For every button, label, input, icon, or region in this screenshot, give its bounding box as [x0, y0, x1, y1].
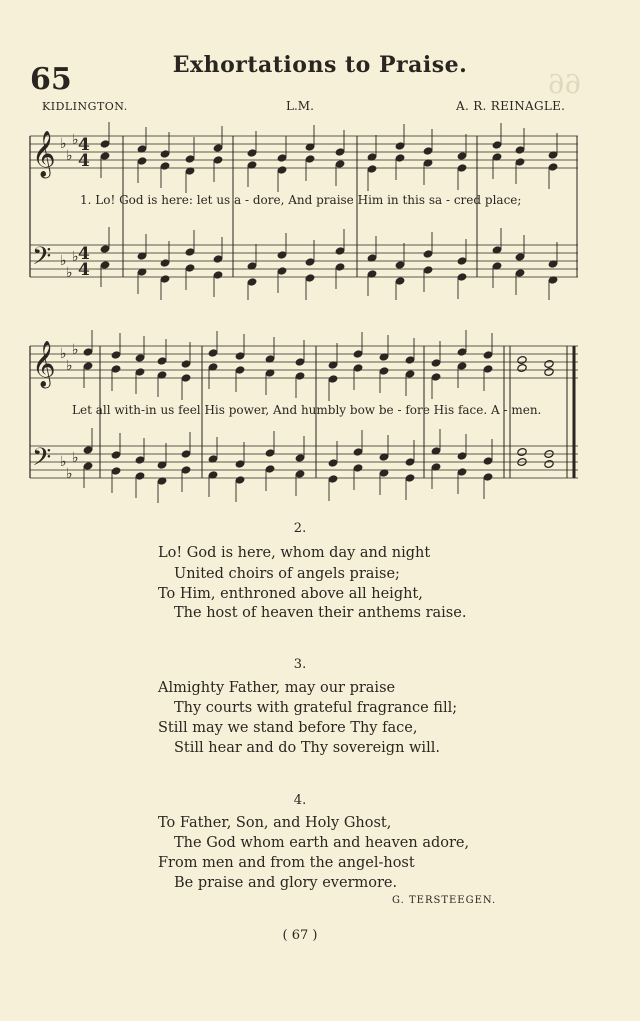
verse-line: To Father, Son, and Holy Ghost, [158, 815, 392, 831]
composer: A. R. REINAGLE. [456, 99, 566, 113]
bass-clef: 𝄢 [32, 242, 52, 277]
meter: L.M. [286, 99, 314, 113]
verse-line: To Him, enthroned above all height, [158, 586, 423, 602]
verse-line: Lo! God is here, whom day and night [158, 545, 431, 561]
flat-sign: ♭ [72, 249, 79, 265]
flat-sign: ♭ [72, 450, 79, 466]
music-system-1 [0, 0, 640, 300]
flat-sign: ♭ [72, 132, 79, 148]
half-note [517, 356, 527, 365]
flat-sign: ♭ [66, 466, 73, 482]
time-signature: 4 [78, 260, 90, 280]
verse-line: The host of heaven their anthems raise. [174, 605, 467, 621]
verse-line: Be praise and glory evermore. [174, 875, 398, 891]
time-signature: 4 [78, 244, 90, 264]
flat-sign: ♭ [60, 253, 67, 269]
bass-clef: 𝄢 [32, 443, 52, 478]
score-staves [30, 122, 578, 300]
half-note [517, 364, 527, 373]
treble-clef: 𝄞 [32, 131, 56, 177]
flat-sign: ♭ [60, 136, 67, 152]
verse-line: The God whom earth and heaven adore, [174, 835, 470, 851]
lyric-line-1: 1. Lo! God is here: let us a - dore, And praise Him in this sa - cred place; [80, 193, 522, 207]
verse-line: Thy courts with grateful fragrance fill; [174, 700, 458, 716]
flat-sign: ♭ [60, 454, 67, 470]
page-title: Exhortations to Praise. [172, 52, 468, 78]
author-credit: G. TERSTEEGEN. [392, 895, 497, 906]
half-note [517, 448, 527, 457]
tune-name: KIDLINGTON. [42, 100, 128, 113]
flat-sign: ♭ [66, 358, 73, 374]
verse-line: United choirs of angels praise; [174, 566, 400, 582]
flat-sign: ♭ [66, 265, 73, 281]
bleed-through-hymn-number: 66 [548, 70, 582, 100]
treble-clef: 𝄞 [32, 341, 56, 387]
flat-sign: ♭ [60, 346, 67, 362]
half-note [544, 460, 554, 469]
lyric-line-2: Let all with-in us feel His power, And humbly bow be - fore His face. A - men. [72, 403, 542, 417]
time-signature: 4 [78, 151, 90, 171]
verse-number: 3. [293, 657, 307, 672]
verse-line: Still hear and do Thy sovereign will. [174, 740, 440, 756]
page-number: ( 67 ) [282, 928, 318, 943]
time-signature: 4 [78, 135, 90, 155]
verse-line: Almighty Father, may our praise [158, 680, 396, 696]
verse-number: 2. [293, 521, 307, 536]
verse-number: 4. [293, 793, 307, 808]
flat-sign: ♭ [66, 148, 73, 164]
verse-line: Still may we stand before Thy face, [158, 720, 418, 736]
verse-line: From men and from the angel-host [158, 855, 415, 871]
half-note [544, 368, 554, 377]
half-note [544, 360, 554, 369]
hymn-number: 65 [30, 62, 72, 97]
flat-sign: ♭ [72, 342, 79, 358]
